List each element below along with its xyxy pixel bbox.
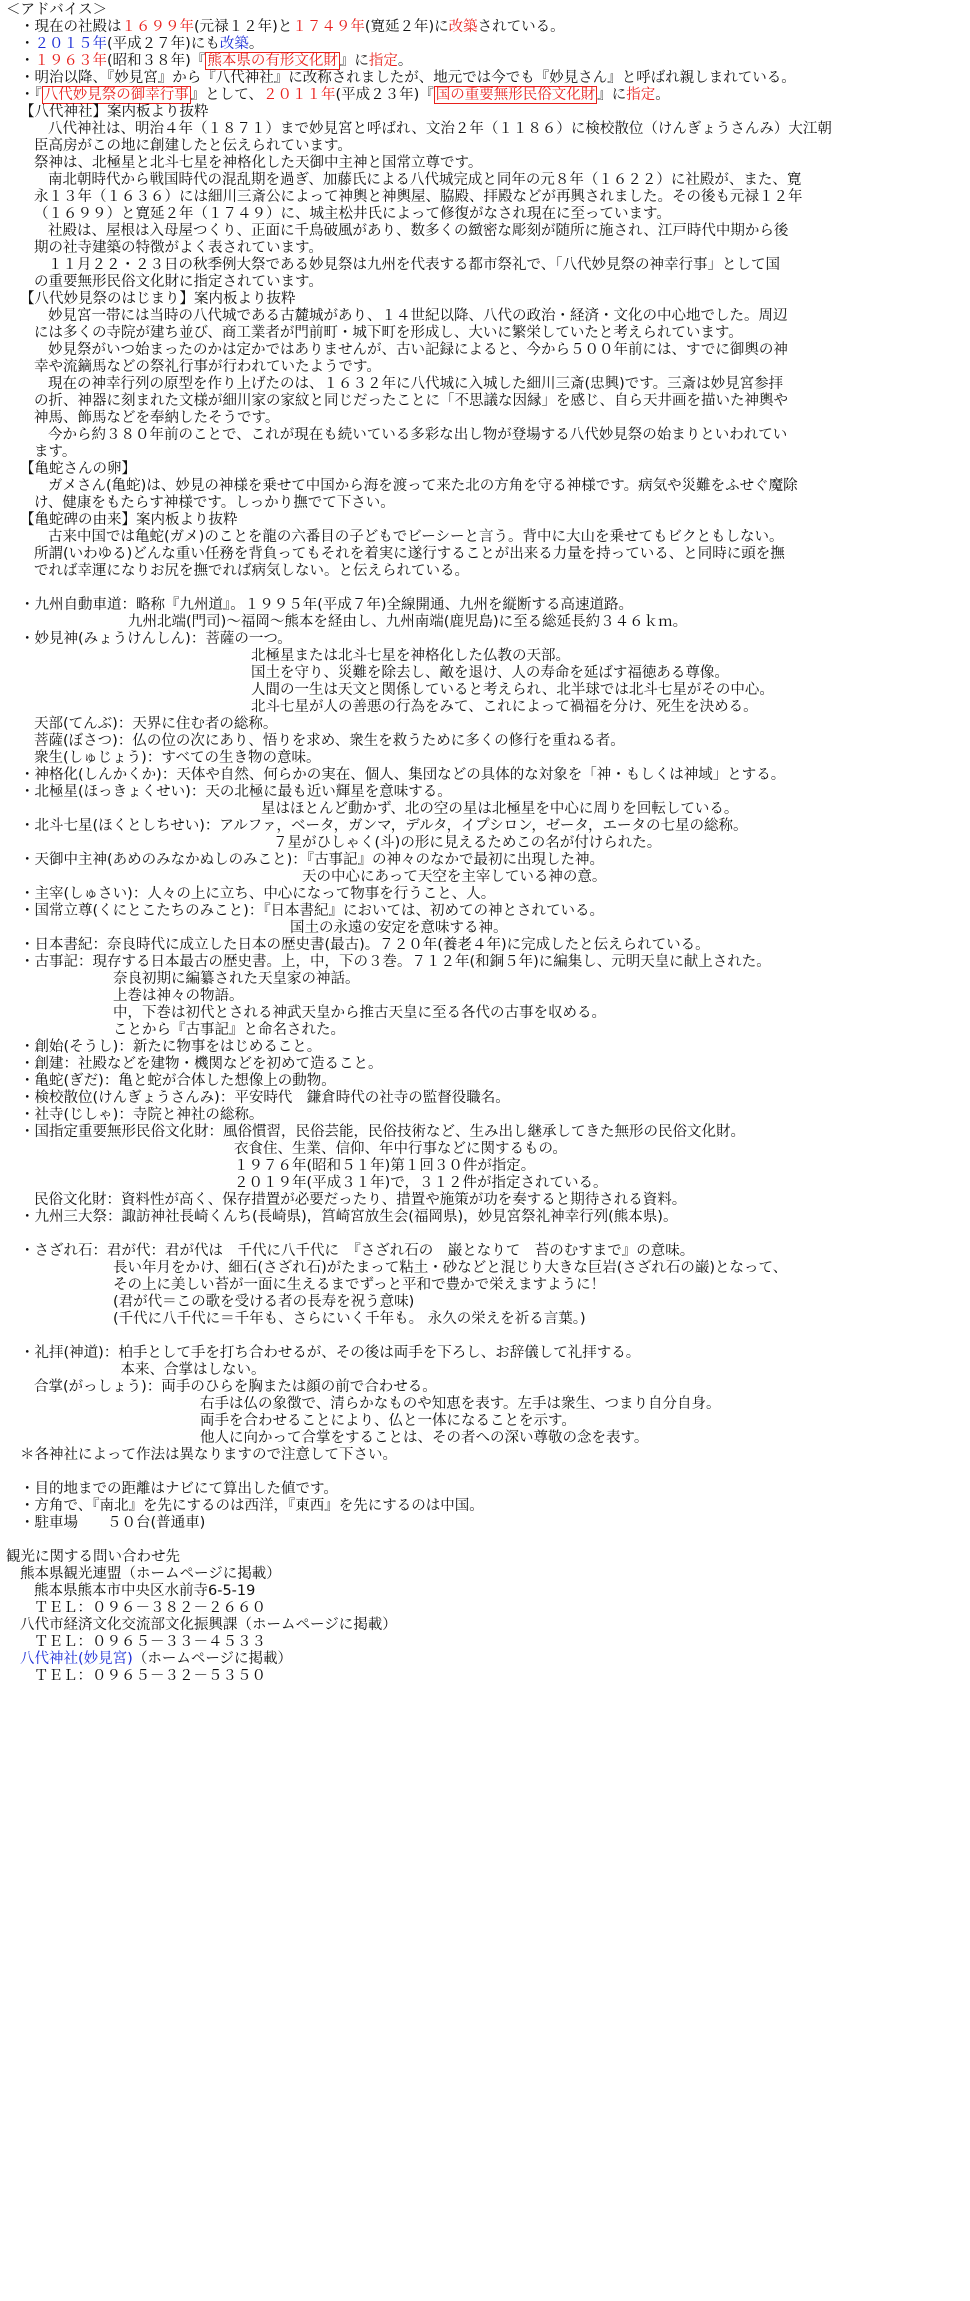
text-span: １９６３年 [34,53,107,69]
advice-item [6,36,956,53]
text-line: ・礼拝(神道)：柏手として手を打ち合わせるが、その後は両手を下ろし、お辞儀して礼拝する。 [20,1345,641,1361]
text-line: ます。 [34,444,77,460]
text-span: 改築 [219,36,249,52]
text-line: 合掌(がっしょう)：両手のひらを胸または顔の前で合わせる。 [34,1379,437,1395]
text-line: 両手を合わせることにより、仏と一体になることを示す。 [200,1413,576,1429]
spacer [6,1328,956,1345]
text-line: ・天御中主神(あめのみなかぬしのみこと)：『古事記』の神々のなかで最初に出現した神。 [20,852,605,868]
text-span: 八代神社(妙見宮) [20,1651,133,1667]
text-span: (寛延２年)に [364,19,449,35]
text-line: ・駐車場 ５０台(普通車) [20,1515,206,1531]
text-span: ・明治以降、『妙見宮』から『八代神社』に改称されましたが、地元では今でも『妙見さん』と呼ばれ親しまれている。 [20,70,796,86]
text-line: 民俗文化財：資料性が高く、保存措置が必要だったり、措置や施策が功を奏すると期待される資料。 [34,1192,687,1208]
text-line: 衆生(しゅじょう)：すべての生き物の意味。 [34,750,321,766]
text-line: 中，下巻は初代とされる神武天皇から推古天皇に至る各代の古事を収める。 [113,1005,606,1021]
text-line: ＊各神社によって作法は異なりますので注意して下さい。 [20,1447,397,1463]
text-span: １６９９年 [121,19,194,35]
text-line: の重要無形民俗文化財に指定されています。 [34,274,323,290]
contact-title: 観光に関する問い合わせ先 [6,1549,180,1565]
contact-list [6,1566,956,1685]
text-line: ・検校散位(けんぎょうさんみ)：平安時代 鎌倉時代の社寺の監督役職名。 [20,1090,510,1106]
text-line: ・さざれ石：君が代：君が代は 千代に八千代に 『さざれ石の 巌となりて 苔のむすまで』の意味。 [20,1243,695,1259]
text-span: 。 [248,36,264,52]
contact-line: 八代市経済文化交流部文化振興課（ホームページに掲載） [20,1617,397,1633]
text-span: (昭和３８年)『 [107,53,206,69]
advice-list [6,19,956,104]
text-span: （ホームページに掲載） [132,1651,293,1667]
text-line: ・妙見神(みょうけんしん)：菩薩の一つ。 [20,631,292,647]
text-line: 人間の一生は天文と関係していると考えられ、北半球では北斗七星がその中心。 [251,682,774,698]
text-line: ガメさん(亀蛇)は、妙見の神様を乗せて中国から海を渡って来た北の方角を守る神様です。病気や災難をふせぐ魔除 [48,478,798,494]
text-line: 【八代妙見祭のはじまり】案内板より抜粋 [20,291,296,307]
text-line: 永１３年（１６３６）には細川三斎公によって神輿と神輿屋、脇殿、拝殿などが再興されました。その後も元禄１２年 [34,189,803,205]
advice-item [6,87,956,104]
text-span: 。 [655,87,670,103]
text-line: １１月２２・２３日の秋季例大祭である妙見祭は九州を代表する都市祭礼で、「八代妙見祭の神幸行事」として国 [48,257,780,273]
text-span: されている。 [477,19,565,35]
contact-line: 熊本県熊本市中央区水前寺6-5-19 [34,1583,256,1599]
text-line: 妙見宮一帯には当時の八代城である古麓城があり、１４世紀以降、八代の政治・経済・文化の中心地でした。周辺 [48,308,788,324]
text-line: (君が代＝この歌を受ける者の長寿を祝う意味) [113,1294,415,1310]
text-line: 妙見祭がいつ始まったのかは定かではありませんが、古い記録によると、今から５００年前には、すでに御輿の神 [48,342,788,358]
text-line: 祭神は、北極星と北斗七星を神格化した天御中主神と国常立尊です。 [34,155,483,171]
text-span: ・現在の社殿は [20,19,122,35]
text-line: ことから『古事記』と命名された。 [113,1022,345,1038]
text-line: 社殿は、屋根は入母屋つくり、正面に千鳥破風があり、数多くの緻密な彫刻が随所に施され、江戸時代中期から後 [48,223,789,239]
text-span: 』に [597,87,627,103]
text-line: 星はほとんど動かず、北の空の星は北極星を中心に周りを回転している。 [261,801,739,817]
text-span: 指定 [368,53,398,69]
text-line: １９７６年(昭和５１年)第１回３０件が指定。 [234,1158,536,1174]
text-line: 期の社寺建築の特徴がよく表されています。 [34,240,323,256]
text-line: ・目的地までの距離はナビにて算出した値です。 [20,1481,338,1497]
contact-line: 熊本県観光連盟（ホームページに掲載） [20,1566,281,1582]
text-line: ７星がひしゃく(斗)の形に見えるためこの名が付けられた。 [273,835,662,851]
advice-item [6,70,956,87]
text-span: ２０１５年 [34,36,107,52]
text-line: には多くの寺院が建ち並び、商工業者が門前町・城下町を形成し、大いに繁栄していたと考えられています。 [34,325,743,341]
text-line: 八代神社は、明治４年（１８７１）まで妙見宮と呼ばれ、文治２年（１１８６）に検校散位（けんぎょうさんみ）大江朝 [48,121,832,137]
text-line: (千代に八千代に＝千年も、さらにいく千年も。 永久の栄えを祈る言葉。) [113,1311,586,1327]
text-span: 。 [397,53,413,69]
text-span: ・『 [20,87,42,103]
text-line: （１６９９）と寛延２年（１７４９）に、城主松井氏によって修復がなされ現在に至っています。 [34,206,671,222]
text-line: ・九州三大祭：諏訪神社長崎くんち(長崎県)，筥崎宮放生会(福岡県)，妙見宮祭礼神幸行列(熊本県)。 [20,1209,678,1225]
text-line: 他人に向かって合掌をすることは、その者への深い尊敬の念を表す。 [200,1430,649,1446]
text-line: ・創建：社殿などを建物・機関などを初めて造ること。 [20,1056,383,1072]
text-span: 改築 [448,19,478,35]
text-line: 衣食住、生業、信仰、年中行事などに関するもの。 [234,1141,567,1157]
text-span: (元禄１２年)と [194,19,293,35]
text-span: 指定 [626,87,656,103]
text-line: 天部(てんぶ)：天界に住む者の総称。 [34,716,278,732]
text-line: 古来中国では亀蛇(ガメ)のことを龍の六番目の子どもでビーシーと言う。背中に大山を乗せてもビクともしない。 [48,529,784,545]
text-line: 【亀蛇碑の由来】案内板より抜粋 [20,512,238,528]
text-line: ・日本書紀：奈良時代に成立した日本の歴史書(最古)。７２０年(養老４年)に完成したと伝えられている。 [20,937,710,953]
text-line: 天の中心にあって天空を主宰している神の意。 [302,869,607,885]
text-line: 南北朝時代から戦国時代の混乱期を過ぎ、加藤氏による八代城完成と同年の元８年（１６２２）に社殿が、また、寛 [48,172,802,188]
text-span: ・ [20,53,35,69]
text-line: 菩薩(ぼさつ)：仏の位の次にあり、悟りを求め、衆生を救うために多くの修行を重ねる者。 [34,733,625,749]
spacer [6,1464,956,1481]
text-line: 国土の永遠の安定を意味する神。 [290,920,508,936]
text-line: ２０１９年(平成３１年)で，３１２件が指定されている。 [234,1175,608,1191]
text-span: (平成２３年)『 [335,87,434,103]
text-line: 【八代神社】案内板より抜粋 [20,104,209,120]
text-line: ・九州自動車道：略称『九州道』。１９９５年(平成７年)全線開通、九州を縦断する高速道路。 [20,597,634,613]
contact-line: ＴＥＬ：０９６５－３２－５３５０ [34,1668,266,1684]
text-line: け、健康をもたらす神様です。しっかり撫でて下さい。 [34,495,395,511]
text-line: その上に美しい苔が一面に生えるまでずっと平和で豊かで栄えますように！ [113,1277,606,1293]
text-span: 国の重要無形民俗文化財 [435,87,596,103]
text-line: ・方角で、『南北』を先にするのは西洋，『東西』を先にするのは中国。 [20,1498,484,1514]
advice-item [6,19,956,36]
body-text [6,104,956,1549]
text-line: 奈良初期に編纂された天皇家の神話。 [113,971,360,987]
text-span: (平成２７年)にも [107,36,220,52]
text-line: 九州北端(門司)～福岡～熊本を経由し、九州南端(鹿児島)に至る総延長約３４６ｋｍ。 [128,614,688,630]
text-line: ・北斗七星(ほくとしちせい)：アルファ，ベータ，ガンマ，デルタ，イプシロン，ゼータ，エータの七星の総称。 [20,818,748,834]
text-line: ・国常立尊(くにとこたちのみこと)：『日本書紀』においては、初めての神とされている。 [20,903,605,919]
text-span: 熊本県の有形文化財 [207,53,338,69]
text-line: 上巻は神々の物語。 [113,988,244,1004]
text-line: 所謂(いわゆる)どんな重い任務を背負ってもそれを着実に遂行することが出来る力量を持っている、と同時に頭を撫 [34,546,785,562]
text-span: 』に [339,53,369,69]
spacer [6,1532,956,1549]
contact-line: ＴＥＬ：０９６５－３３－４５３３ [34,1634,266,1650]
spacer [6,1226,956,1243]
text-line: 本来、合掌はしない。 [48,1362,266,1378]
text-line: の折、神器に刻まれた文様が細川家の家紋と同じだったことに「不思議な因縁」を感じ、自ら天井画を描いた神輿や [34,393,788,409]
text-line: ・古事記：現存する日本最古の歴史書。上，中，下の３巻。７１２年(和銅５年)に編集し、元明天皇に献上された。 [20,954,771,970]
text-line: 【亀蛇さんの卵】 [20,461,136,477]
spacer [6,580,956,597]
text-span: ２０１１年 [262,87,336,103]
text-line: 北極星または北斗七星を神格化した仏教の天部。 [251,648,570,664]
text-line: 幸や流鏑馬などの祭礼行事が行われていたようです。 [34,359,381,375]
text-line: ・国指定重要無形民俗文化財：風俗慣習，民俗芸能，民俗技術など、生み出し継承してきた無形の民俗文化財。 [20,1124,745,1140]
text-line: 今から約３８０年前のことで、これが現在も続いている多彩な出し物が登場する八代妙見祭の始まりといわれてい [48,427,788,443]
advice-item [6,53,956,70]
text-line: 臣高房がこの地に創建したと伝えられています。 [34,138,352,154]
text-line: 国土を守り、災難を除去し、敵を退け、人の寿命を延ばす福徳ある尊像。 [251,665,729,681]
text-line: ・北極星(ほっきょくせい)：天の北極に最も近い輝星を意味する。 [20,784,452,800]
text-line: ・創始(そうし)：新たに物事をはじめること。 [20,1039,322,1055]
contact-line: ＴＥＬ：０９６－３８２－２６６０ [34,1600,266,1616]
contact-line [6,1651,956,1668]
text-line: ・亀蛇(ぎだ)：亀と蛇が合体した想像上の動物。 [20,1073,336,1089]
text-line: 右手は仏の象徴で、清らかなものや知恵を表す。左手は衆生、つまり自分自身。 [200,1396,721,1412]
text-line: ・神格化(しんかくか)：天体や自然、何らかの実在、個人、集団などの具体的な対象を「神・もしくは神域」とする。 [20,767,786,783]
text-span: ・ [20,36,35,52]
text-line: 神馬、飾馬などを奉納したそうです。 [34,410,280,426]
text-line: ・主宰(しゅさい)：人々の上に立ち、中心になって物事を行うこと、人。 [20,886,496,902]
text-line: ・社寺(じしゃ)：寺院と神社の総称。 [20,1107,264,1123]
text-line: でれば幸運になりお尻を撫でれば病気しない。と伝えられている。 [34,563,469,579]
text-span: １７４９年 [292,19,365,35]
advice-header: ＜アドバイス＞ [6,2,108,18]
text-line: 長い年月をかけ、細石(さざれ石)がたまって粘土・砂などと混じり大きな巨岩(さざれ石の巌)となって、 [113,1260,788,1276]
text-span: 』として、 [190,87,263,103]
text-span: 八代妙見祭の御幸行事 [43,87,189,103]
text-line: 現在の神幸行列の原型を作り上げたのは、１６３２年に八代城に入城した細川三斎(忠興)です。三斎は妙見宮参拝 [48,376,784,392]
text-line: 北斗七星が人の善悪の行為をみて、これによって禍福を分け、死生を決める。 [251,699,758,715]
